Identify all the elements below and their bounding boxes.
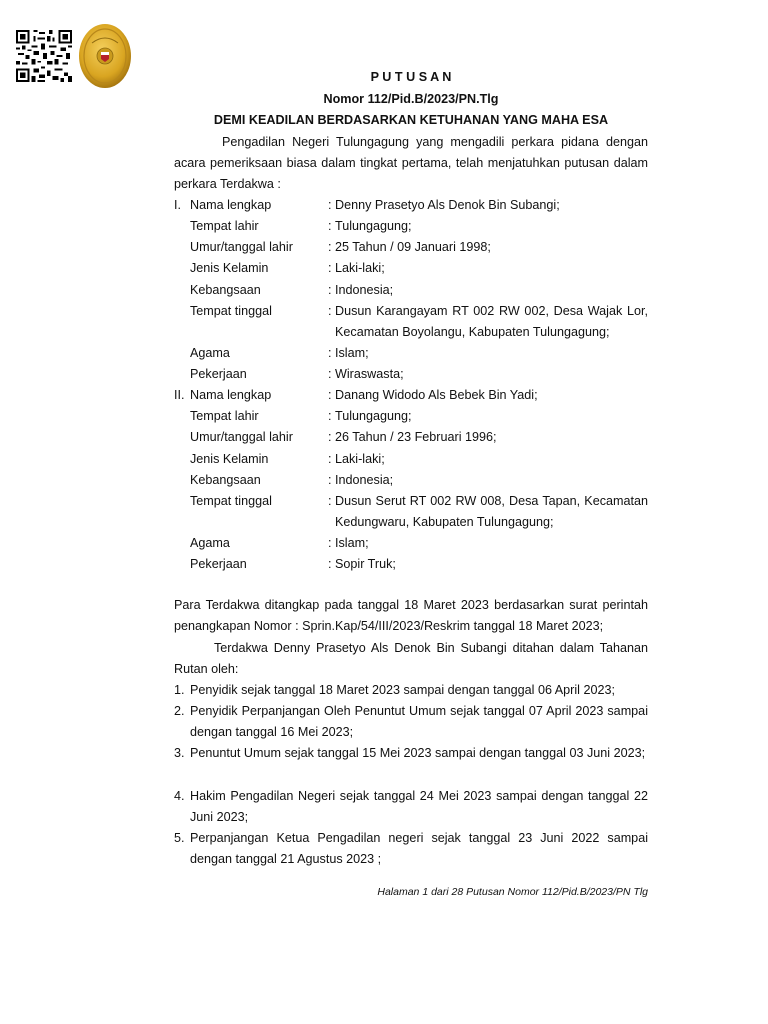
field-value: Tulungagung; (335, 409, 412, 423)
field-label: Tempat tinggal (190, 494, 272, 508)
list-item (174, 828, 648, 870)
field-row (174, 364, 648, 385)
field-label: Tempat lahir (190, 219, 259, 233)
page-footer: Halaman 1 dari 28 Putusan Nomor 112/Pid.B/2023/PN Tlg (377, 886, 648, 898)
colon: : (328, 346, 332, 360)
defendant-numeral: I. (174, 198, 181, 212)
qr-code-icon (16, 30, 72, 82)
colon: : (328, 261, 332, 275)
field-label: Nama lengkap (190, 388, 272, 402)
field-value: Indonesia; (335, 283, 394, 297)
colon: : (328, 452, 332, 466)
list-number: 4. (174, 789, 185, 803)
field-value-continued: Kecamatan Boyolangu, Kabupaten Tulungagung; (335, 325, 610, 339)
colon: : (328, 536, 332, 550)
list-text: Hakim Pengadilan Negeri sejak tanggal 24 Mei 2023 sampai dengan tanggal 22 Juni 2023; (190, 789, 648, 824)
list-number: 5. (174, 831, 185, 845)
colon: : (328, 304, 332, 318)
field-value: Laki-laki; (335, 452, 385, 466)
field-row (174, 343, 648, 364)
list-number: 2. (174, 704, 185, 718)
field-row (174, 385, 648, 406)
list-text: Perpanjangan Ketua Pengadilan negeri sejak tanggal 23 Juni 2022 sampai dengan tanggal 21 Agustus 2023 ; (190, 831, 648, 866)
field-value: Dusun Serut RT 002 RW 008, Desa Tapan, Kecamatan (335, 494, 648, 508)
colon: : (328, 283, 332, 297)
field-value: 25 Tahun / 09 Januari 1998; (335, 240, 491, 254)
colon: : (328, 219, 332, 233)
field-row (174, 533, 648, 554)
field-value: Islam; (335, 346, 369, 360)
intro-paragraph: Pengadilan Negeri Tulungagung yang mengadili perkara pidana dengan acara pemeriksaan biasa dalam tingkat pertama, telah menjatuhkan putusan dalam perkara Terdakwa : (174, 135, 648, 191)
document-title: P U T U S A N (370, 70, 452, 84)
field-row (174, 237, 648, 258)
list-text: Penyidik sejak tanggal 18 Maret 2023 sampai dengan tanggal 06 April 2023; (190, 683, 615, 697)
list-text: Penuntut Umum sejak tanggal 15 Mei 2023 sampai dengan tanggal 03 Juni 2023; (190, 746, 646, 760)
field-value: Tulungagung; (335, 219, 412, 233)
colon: : (328, 430, 332, 444)
list-item (174, 701, 648, 743)
field-label: Kebangsaan (190, 473, 261, 487)
field-row-continued (174, 512, 648, 533)
field-row (174, 491, 648, 512)
list-text: Penyidik Perpanjangan Oleh Penuntut Umum sejak tanggal 07 April 2023 sampai dengan tanggal 16 Mei 2023; (190, 704, 648, 739)
field-value: Indonesia; (335, 473, 394, 487)
colon: : (328, 367, 332, 381)
field-label: Tempat lahir (190, 409, 259, 423)
colon: : (328, 557, 332, 571)
field-value: 26 Tahun / 23 Februari 1996; (335, 430, 497, 444)
list-item (174, 743, 648, 764)
field-row (174, 554, 648, 575)
field-row-continued (174, 322, 648, 343)
field-label: Agama (190, 346, 230, 360)
field-value: Dusun Karangayam RT 002 RW 002, Desa Wajak Lor, (335, 304, 648, 318)
field-value: Denny Prasetyo Als Denok Bin Subangi; (335, 198, 560, 212)
list-item (174, 680, 648, 701)
list-number: 1. (174, 683, 185, 697)
list-item (174, 786, 648, 828)
detention-intro: Terdakwa Denny Prasetyo Als Denok Bin Subangi ditahan dalam Tahanan Rutan oleh: (174, 641, 648, 676)
colon: : (328, 473, 332, 487)
field-value: Sopir Truk; (335, 557, 396, 571)
colon: : (328, 494, 332, 508)
list-number: 3. (174, 746, 185, 760)
field-row (174, 195, 648, 216)
colon: : (328, 409, 332, 423)
field-label: Agama (190, 536, 230, 550)
field-label: Umur/tanggal lahir (190, 430, 293, 444)
field-row (174, 449, 648, 470)
field-label: Nama lengkap (190, 198, 272, 212)
field-label: Jenis Kelamin (190, 261, 269, 275)
field-value: Wiraswasta; (335, 367, 404, 381)
field-label: Pekerjaan (190, 367, 247, 381)
field-label: Umur/tanggal lahir (190, 240, 293, 254)
motto-heading: DEMI KEADILAN BERDASARKAN KETUHANAN YANG MAHA ESA (213, 113, 609, 127)
field-row (174, 258, 648, 279)
field-label: Jenis Kelamin (190, 452, 269, 466)
field-value: Laki-laki; (335, 261, 385, 275)
field-row (174, 406, 648, 427)
case-number: Nomor 112/Pid.B/2023/PN.Tlg (323, 92, 499, 106)
field-row (174, 427, 648, 448)
field-row (174, 301, 648, 322)
field-value: Islam; (335, 536, 369, 550)
field-row (174, 216, 648, 237)
court-seal-icon (78, 23, 132, 89)
arrest-paragraph: Para Terdakwa ditangkap pada tanggal 18 Maret 2023 berdasarkan surat perintah penangkapan Nomor : Sprin.Kap/54/III/2023/Reskrim tanggal 18 Maret 2023; (174, 598, 648, 633)
field-label: Pekerjaan (190, 557, 247, 571)
colon: : (328, 240, 332, 254)
field-row (174, 470, 648, 491)
colon: : (328, 198, 332, 212)
defendant-numeral: II. (174, 388, 185, 402)
field-label: Tempat tinggal (190, 304, 272, 318)
colon: : (328, 388, 332, 402)
field-value: Danang Widodo Als Bebek Bin Yadi; (335, 388, 538, 402)
field-value-continued: Kedungwaru, Kabupaten Tulungagung; (335, 515, 554, 529)
field-row (174, 280, 648, 301)
field-label: Kebangsaan (190, 283, 261, 297)
